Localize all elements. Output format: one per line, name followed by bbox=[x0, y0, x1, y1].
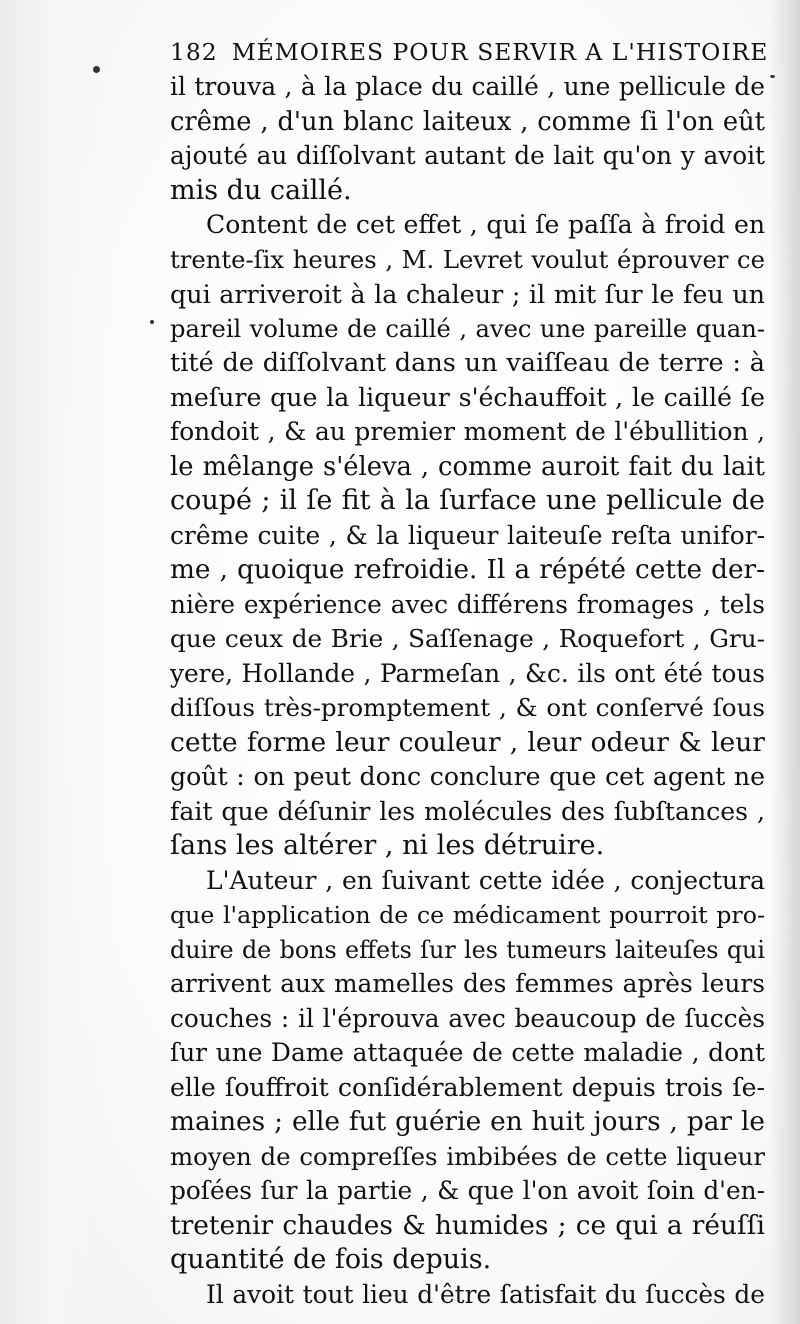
text-line: pareil volume de caillé , avec une pareille quan- bbox=[170, 314, 765, 343]
text-line: diſſous très-promptement , & ont conſervé ſous bbox=[170, 693, 765, 722]
text-line: poſées ſur la partie , & que l'on avoit ſoin d'en- bbox=[170, 1176, 765, 1205]
text-line: crême , d'un blanc laiteux , comme ſi l'on eût bbox=[170, 106, 765, 137]
text-line: que ceux de Brie , Saſſenage , Roquefort , Gru- bbox=[170, 624, 765, 653]
text-line: le mêlange s'éleva , comme auroit fait du lait bbox=[170, 451, 765, 482]
text-line: trente-ſix heures , M. Levret voulut éprouver ce bbox=[170, 244, 765, 274]
text-line: cette forme leur couleur , leur odeur & leur bbox=[170, 726, 765, 758]
text-line: ajouté au diſſolvant autant de lait qu'on y avoit bbox=[170, 141, 765, 170]
text-line: il trouva , à la place du caillé , une pellicule de bbox=[170, 72, 765, 101]
text-line: me , quoique refroidie. Il a répété cette der- bbox=[170, 555, 765, 585]
text-line: que l'application de ce médicament pourroit pro- bbox=[170, 901, 765, 929]
text-line: ſur une Dame attaquée de cette maladie , dont bbox=[170, 1038, 765, 1067]
ink-speck bbox=[770, 75, 775, 78]
text-line: couches : il l'éprouva avec beaucoup de ſuccès bbox=[170, 1003, 765, 1033]
text-line: nière expérience avec différens fromages , tels bbox=[170, 589, 765, 619]
text-line: fondoit , & au premier moment de l'ébullition , bbox=[170, 417, 765, 446]
text-line: ſans les altérer , ni les détruire. bbox=[170, 830, 605, 861]
text-line: yere, Hollande , Parmeſan , &c. ils ont été tous bbox=[170, 658, 765, 688]
page-number: 182 bbox=[170, 38, 218, 66]
text-line: qui arriveroit à la chaleur ; il mit ſur le feu un bbox=[170, 279, 765, 309]
page-gutter-shadow bbox=[0, 0, 120, 1324]
text-line: Il avoit tout lieu d'être ſatisfait du ſuccès de bbox=[206, 1279, 765, 1309]
text-line: crême cuite , & la liqueur laiteuſe reſta unifor- bbox=[170, 520, 765, 550]
text-line: tité de diſſolvant dans un vaiſſeau de terre : à bbox=[170, 348, 765, 378]
text-line: elle ſouffroit conſidérablement depuis trois ſe- bbox=[170, 1072, 765, 1102]
text-line: tretenir chaudes & humides ; ce qui a réuſſi bbox=[170, 1209, 765, 1241]
text-line: moyen de compreſſes imbibées de cette liqueur bbox=[170, 1141, 765, 1171]
text-line: maines ; elle fut guérie en huit jours , par le bbox=[170, 1107, 765, 1137]
ink-speck bbox=[93, 66, 100, 73]
page-edge-shadow bbox=[770, 0, 800, 1324]
text-line: goût : on peut donc conclure que cet agent ne bbox=[170, 762, 765, 791]
running-title: MÉMOIRES POUR SERVIR A L'HISTOIRE bbox=[231, 38, 769, 66]
running-header bbox=[170, 38, 770, 74]
text-line: mis du caillé. bbox=[170, 174, 352, 206]
text-line: coupé ; il ſe fit à la ſurface une pellicule de bbox=[170, 485, 765, 516]
text-line: L'Auteur , en ſuivant cette idée , conjectura bbox=[206, 865, 765, 895]
text-line: arrivent aux mamelles des femmes après leurs bbox=[170, 969, 765, 998]
text-line: Content de cet effet , qui ſe paſſa à froid en bbox=[206, 210, 765, 239]
text-line: meſure que la liqueur s'échauffoit , le caillé ſe bbox=[170, 382, 765, 412]
text-line: quantité de fois depuis. bbox=[170, 1244, 492, 1275]
text-line: duire de bons effets ſur les tumeurs laiteuſes qui bbox=[170, 935, 765, 964]
ink-speck bbox=[150, 320, 154, 324]
body-text bbox=[170, 70, 765, 1312]
text-line: fait que déſunir les molécules des ſubſtances , bbox=[170, 796, 765, 826]
